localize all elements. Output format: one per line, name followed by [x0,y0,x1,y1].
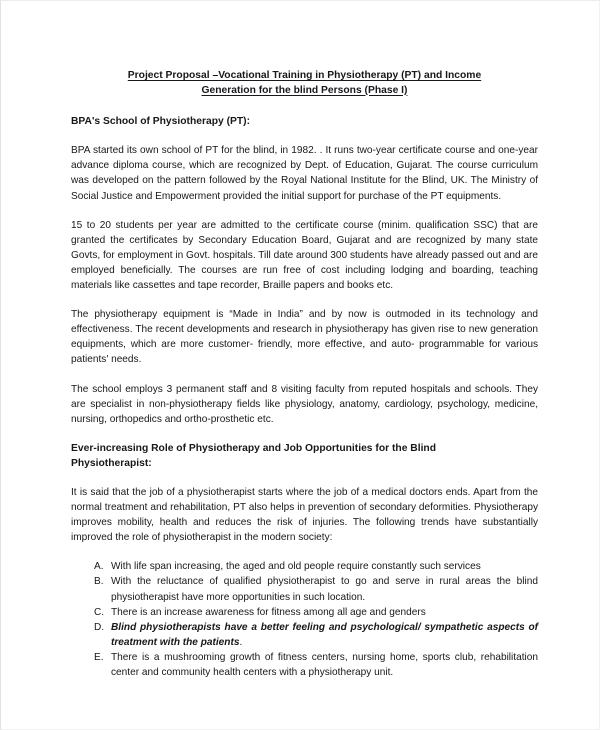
heading-role-line-2: Physiotherapist: [71,457,152,469]
heading-role-and-job-opportunities [71,441,538,471]
list-item [94,650,538,680]
list-item [94,559,538,574]
list-item-text [111,620,538,650]
list-item-marker: A. [94,561,104,573]
list-item-trailing-punctuation: . [239,636,243,648]
list-item-marker: E. [94,651,104,663]
list-item-text: There is an increase awareness for fitness among all age and genders [111,606,426,618]
list-item [94,605,538,620]
heading-school-of-physiotherapy: BPA's School of Physiotherapy (PT): [71,116,251,128]
list-item [94,620,538,650]
document-title-line-1: Project Proposal –Vocational Training in Physiotherapy (PT) and Income [127,70,482,81]
list-item-emphasis-text: Blind physiotherapists have a better feeling and psychological/ sympathetic aspects of treatment with the patients [111,621,538,648]
list-item-text: With life span increasing, the aged and old people require constantly such services [111,561,481,573]
list-item [94,574,538,604]
paragraph-equipment-status: The physiotherapy equipment is “Made in India” and by now is outmoded in its technology and effectiveness. The recent developments and research in physiotherapy has given rise to new generation equipments, which are more customer- friendly, more effective, and auto- programmable for various patients' needs. [71,309,538,366]
trends-list [71,559,538,680]
document-body [71,69,538,680]
paragraph-school-history: BPA started its own school of PT for the blind, in 1982. . It runs two-year certificate course and one-year advance diploma course, which are recognized by Dept. of Education, Gujarat. The course curriculum was developed on the pattern followed by the Royal National Institute for the Blind, UK. The Ministry of Social Justice and Empowerment provided the initial support for purchase of the PT equipments. [71,145,538,202]
list-item-marker: B. [94,576,104,588]
list-item-marker: C. [94,606,105,618]
document-title-line-2: Generation for the blind Persons (Phase I) [201,84,408,96]
paragraph-staff-faculty: The school employs 3 permanent staff and 8 visiting faculty from reputed hospitals and schools. They are specialist in non-physiotherapy fields like physiology, anatomy, cardiology, psychology, medicine, nursing, orthopedics and ortho-prosthetic etc. [71,383,538,425]
paragraph-physiotherapist-role: It is said that the job of a physiotherapist starts where the job of a medical doctors ends. Apart from the normal treatment and rehabilitation, PT also helps in prevention of secondary deformities. Physiotherapy improves mobility, health and reduces the risk of injuries. The following trends have substantially improved the role of physiotherapist in the modern society: [71,486,538,544]
document-title [71,69,538,98]
list-item-marker: D. [94,621,105,633]
paragraph-student-admissions: 15 to 20 students per year are admitted to the certificate course (minim. qualification SSC) that are granted the certificates by Secondary Education Board, Gujarat and are recognized by many state Govts, for employment in Govt. hospitals. Till date around 300 students have already passed out and are employed beneficially. The courses are run free of cost including lodging and boarding, teaching materials like cassettes and tape recorder, Braille papers and books etc. [71,219,538,292]
list-item-text: With the reluctance of qualified physiotherapist to go and serve in rural areas the blind physiotherapist have more opportunities in such location. [111,576,538,603]
heading-role-line-1: Ever-increasing Role of Physiotherapy and Job Opportunities for the Blind [71,442,437,454]
list-item-text: There is a mushrooming growth of fitness centers, nursing home, sports club, rehabilitation center and community health centers with a physiotherapy unit. [111,651,538,678]
